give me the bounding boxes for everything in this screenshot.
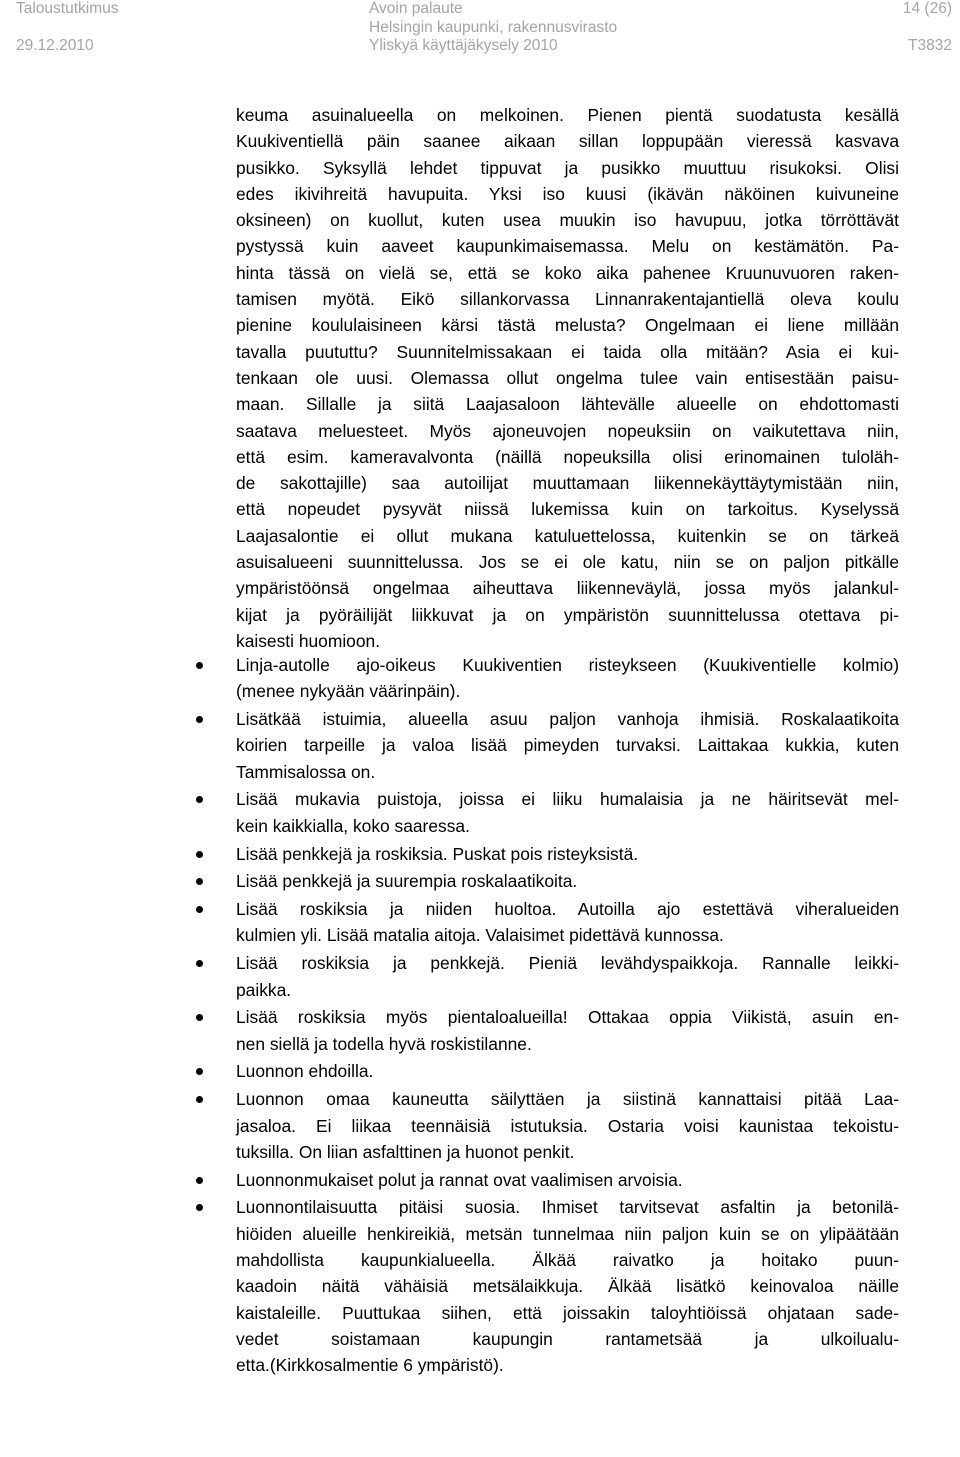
intro-paragraph bbox=[236, 102, 899, 654]
bullet-dot-icon bbox=[196, 1204, 203, 1211]
bullet-line: kaistaleille. Puuttukaa siihen, että joissakin taloyhtiöissä ohjataan sade- bbox=[236, 1302, 899, 1323]
bullet-line: jasaloa. Ei liikaa teennäisiä istutuksia. Ostaria voisi kaunistaa tekoistu- bbox=[236, 1115, 899, 1136]
intro-line: keuma asuinalueella on melkoinen. Pienen pientä suodatusta kesällä bbox=[236, 105, 899, 125]
bullet-line: Luonnonmukaiset polut ja rannat ovat vaalimisen arvoisia. bbox=[236, 1169, 683, 1190]
intro-line: hinta tässä on vielä se, että se koko aika pahenee Kruunuvuoren raken- bbox=[236, 262, 899, 283]
bullet-dot-icon bbox=[196, 1068, 203, 1075]
bullet-dot-icon bbox=[196, 716, 203, 723]
header-date: 29.12.2010 bbox=[16, 37, 94, 54]
intro-line: kaisesti huomioon. bbox=[236, 630, 381, 651]
bullet-dot-icon bbox=[196, 1014, 203, 1021]
bullet-item bbox=[236, 841, 899, 867]
intro-line: maan. Sillalle ja siitä Laajasaloon lähtevälle alueelle on ehdottomasti bbox=[236, 394, 899, 415]
bullet-line: tuksilla. On liian asfalttinen ja huonot penkit. bbox=[236, 1141, 575, 1162]
intro-line: tavalla puututtu? Suunnitelmissakaan ei taida olla mitään? Asia ei kui- bbox=[236, 341, 899, 362]
bullet-item bbox=[236, 652, 899, 705]
header-client: Helsingin kaupunki, rakennusvirasto bbox=[369, 19, 618, 36]
bullet-dot-icon bbox=[196, 1177, 203, 1184]
bullet-item bbox=[236, 896, 899, 949]
intro-line: edes ikivihreitä havupuita. Yksi iso kuusi (ikävän näköinen kuivuneine bbox=[236, 183, 899, 204]
bullet-line: kein kaikkialla, koko saaressa. bbox=[236, 815, 470, 836]
bullet-item bbox=[236, 706, 899, 785]
bullet-line: etta.(Kirkkosalmentie 6 ympäristö). bbox=[236, 1355, 504, 1376]
intro-line: tenkaan ole uusi. Olemassa ollut ongelma tulee vain entisestään paisu- bbox=[236, 367, 899, 388]
intro-line: ympäristöönsä ongelmaa aiheuttava liikenneväylä, jossa myös jalankul- bbox=[236, 578, 899, 599]
bullet-dot-icon bbox=[196, 796, 203, 803]
bullet-line: Linja-autolle ajo-oikeus Kuukiventien risteykseen (Kuukiventielle kolmio) bbox=[236, 655, 899, 675]
bullet-dot-icon bbox=[196, 662, 203, 669]
intro-line: asuisalueeni suunnittelussa. Jos se ei ole katu, niin se on paljon pitkälle bbox=[236, 552, 899, 573]
intro-line: Laajasalontie ei ollut mukana katuluettelossa, kuitenkin se on tärkeä bbox=[236, 525, 899, 546]
header-page-number: 14 (26) bbox=[902, 0, 952, 17]
intro-line: pusikko. Syksyllä lehdet tippuvat ja pusikko muuttuu risukoksi. Olisi bbox=[236, 157, 899, 178]
bullet-line: hiöiden alueille henkireikiä, metsän tunnelmaa niin paljon kuin se on ylipäätään mahdollista kaupunkialueella. Älkää raivatko ja hoitako puun- bbox=[236, 1223, 899, 1271]
bullet-dot-icon bbox=[196, 1096, 203, 1103]
intro-line: tamisen myötä. Eikö sillankorvassa Linnanrakentajantiellä oleva koulu bbox=[236, 289, 899, 310]
bullet-item bbox=[236, 1004, 899, 1057]
intro-line: pystyssä kuin aaveet kaupunkimaisemassa. Melu on kestämätön. Pa- bbox=[236, 236, 899, 257]
bullet-item bbox=[236, 1194, 899, 1378]
intro-line: että esim. kameravalvonta (näillä nopeuksilla olisi erinomainen tuloläh- bbox=[236, 446, 899, 467]
bullet-line: Luonnon omaa kauneutta säilyttäen ja siistinä kannattaisi pitää Laa- bbox=[236, 1089, 899, 1110]
bullet-item bbox=[236, 1167, 899, 1193]
intro-line: saatava meluesteet. Myös ajoneuvojen nopeuksiin on vaikutettava niin, bbox=[236, 420, 899, 441]
bullet-line: Lisää roskiksia myös pientaloalueilla! Ottakaa oppia Viikistä, asuin en- bbox=[236, 1007, 899, 1028]
bullet-line: vedet soistamaan kaupungin rantametsää ja ulkoilualu- bbox=[236, 1328, 899, 1349]
header-survey: Yliskyä käyttäjäkysely 2010 bbox=[369, 37, 558, 54]
bullet-dot-icon bbox=[196, 960, 203, 967]
bullet-item bbox=[236, 868, 899, 894]
bullet-line: kulmien yli. Lisää matalia aitoja. Valaisimet pidettävä kunnossa. bbox=[236, 925, 724, 946]
intro-line: että nopeudet pysyvät niissä lukemissa kuin on tarkoitus. Kyselyssä bbox=[236, 499, 899, 520]
intro-line: oksineen) on kuollut, kuten usea muukin iso havupuu, jotka törröttävät bbox=[236, 210, 899, 231]
bullet-line: Luonnontilaisuutta pitäisi suosia. Ihmiset tarvitsevat asfaltin ja betonilä- bbox=[236, 1197, 899, 1218]
bullet-dot-icon bbox=[196, 878, 203, 885]
bullet-item bbox=[236, 786, 899, 839]
bullet-line: (menee nykyään väärinpäin). bbox=[236, 681, 461, 702]
bullet-line: Lisää penkkejä ja roskiksia. Puskat pois risteyksistä. bbox=[236, 843, 639, 864]
bullet-line: Lisää mukavia puistoja, joissa ei liiku humalaisia ja ne häiritsevät mel- bbox=[236, 789, 899, 810]
header-section: Avoin palaute bbox=[369, 0, 463, 17]
intro-line: Kuukiventiellä päin saanee aikaan sillan loppupään vieressä kasvava bbox=[236, 131, 899, 152]
bullet-line: Luonnon ehdoilla. bbox=[236, 1061, 374, 1082]
bullet-line: kaadoin näitä vähäisiä metsälaikkuja. Älkää lisätkö keinovaloa näille bbox=[236, 1276, 899, 1297]
bullet-line: paikka. bbox=[236, 979, 292, 1000]
bullet-dot-icon bbox=[196, 851, 203, 858]
bullet-line: Lisää penkkejä ja suurempia roskalaatikoita. bbox=[236, 871, 578, 892]
bullet-line: Tammisalossa on. bbox=[236, 761, 376, 782]
header-company: Taloustutkimus bbox=[16, 0, 119, 17]
bullet-item bbox=[236, 1058, 899, 1084]
intro-line: de sakottajille) saa autoilijat muuttamaan liikennekäyttäytymistään niin, bbox=[236, 473, 899, 494]
intro-paragraph-container bbox=[236, 102, 899, 654]
bullet-item bbox=[236, 1086, 899, 1165]
bullet-line: koirien tarpeille ja valoa lisää pimeyden turvaksi. Laittakaa kukkia, kuten bbox=[236, 735, 899, 756]
header-project-code: T3832 bbox=[908, 37, 952, 54]
bullet-line: nen siellä ja todella hyvä roskistilanne. bbox=[236, 1033, 532, 1054]
bullet-item bbox=[236, 950, 899, 1003]
bullet-dot-icon bbox=[196, 906, 203, 913]
bullet-line: Lisää roskiksia ja penkkejä. Pieniä levähdyspaikkoja. Rannalle leikki- bbox=[236, 953, 899, 974]
intro-line: pienine koululaisineen kärsi tästä melusta? Ongelmaan ei liene millään bbox=[236, 315, 899, 336]
bullet-line: Lisää roskiksia ja niiden huoltoa. Autoilla ajo estettävä viheralueiden bbox=[236, 899, 899, 920]
intro-line: kijat ja pyöräilijät liikkuvat ja on ympäristön suunnittelussa otettava pi- bbox=[236, 604, 899, 625]
bullet-line: Lisätkää istuimia, alueella asuu paljon vanhoja ihmisiä. Roskalaatikoita bbox=[236, 709, 899, 730]
feedback-bullet-list bbox=[236, 652, 899, 1380]
